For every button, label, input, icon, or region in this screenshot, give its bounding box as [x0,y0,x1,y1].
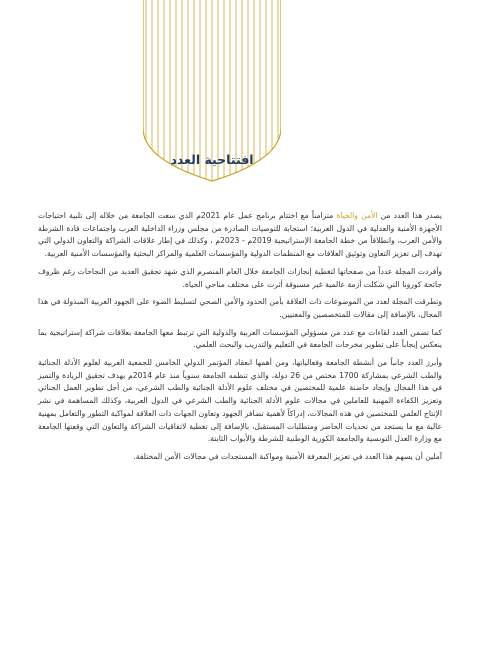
banner-title: افتتاحية العدد [170,152,254,167]
magazine-name-highlight: الأمن والحياة [336,211,378,220]
paragraph-1-start: يصدر هذا العدد من [377,211,442,220]
paragraph-4: كما تضمن العدد لقاءات مع عدد من مسؤولي المؤسسات العربية والدولية التي ترتبط معها الجامعة بعلاقات شراكة إستراتيجية بما ينعكس إيجاباً على تطوير مخرجات الجامعة في التعليم والتدريب والبحث العلمي. [38,327,442,350]
paragraph-5: وأبرز العدد جانباً من أنشطة الجامعة وفعالياتها، ومن أهمها انعقاد المؤتمر الدولي الخامس للجمعية العربية لعلوم الأدلة الجنائية والطب الشرعي بمشاركة 1700 مختص من 26 دولة، والذي تنظمه الجامعة سنوياً منذ عام 2014م بهدف تحقيق الريادة والتميز في هذا المجال وإيجاد حاضنة علمية للمختصين في مختلف علوم الأدلة الجنائية والطب الشرعي، من أجل تطوير العمل الجنائي وتعزيز الكفاءة المهنية للعاملين في مجالات علوم الأدلة الجنائية والطب الشرعي في الدول العربية، وكذلك المساهمة في نشر الإنتاج العلمي للمختصين في هذه المجالات، إدراكاً لأهمية تضافر الجهود وتعاون الجهات ذات العلاقة لمواكبة التطور والتعامل بمهنية عالية مع ما يستجد من تحديات الحاضر ومتطلبات المستقبل، بالإضافة إلى تغطية لاتفاقيات الشراكة والتعاون التي وقعتها الجامعة مع وزارة العدل التونسية والجامعة الكورية الوطنية للشرطة والأبواب الثابتة. [38,358,442,444]
paragraph-1-rest: متزامناً مع اختتام برنامج عمل عام 2021م الذي سعت الجامعة من خلاله إلى تلبية احتياجات الأجهزة الأمنية والعدلية في الدول العربية؛ استجابة للتوصيات الصادرة من مجلس وزراء الداخلية العرب واجتماعات قادة الشرطة والأمن العرب، وانطلاقاً من خطة الجامعة الإستراتيجية 2019م - 2023م ، وكذلك في إطار علاقات الشراكة والتعاون الدولي التي تهدف إلى تعزيز التعاون وتوثيق العلاقات مع المنظمات الدولية والمؤسسات العلمية والمراكز البحثية والمؤسسات الأمنية العربية. [38,211,442,259]
editorial-body [38,210,442,469]
paragraph-2: وأفردت المجلة عدداً من صفحاتها لتغطية إنجازات الجامعة خلال العام المنصرم الذي شهد تحقيق العديد من النجاحات رغم ظروف جائحة كورونا التي شكلت أزمة عالمية غير مسبوقة أثرت على مختلف مناحي الحياة. [38,266,442,289]
paragraph-3: وتطرقت المجلة لعدد من الموضوعات ذات العلاقة بأمن الحدود والأمن الصحي لتسليط الضوء على الجهود العربية المبذولة في هذا المجال، بالإضافة إلى مقالات للمتخصصين والمعنيين. [38,297,442,319]
editorial-banner [143,0,281,185]
paragraph-6: آملين أن يسهم هذا العدد في تعزيز المعرفة الأمنية ومواكبة المستجدات في مجالات الأمن المختلفة. [133,451,442,461]
paragraph-1 [38,210,442,261]
